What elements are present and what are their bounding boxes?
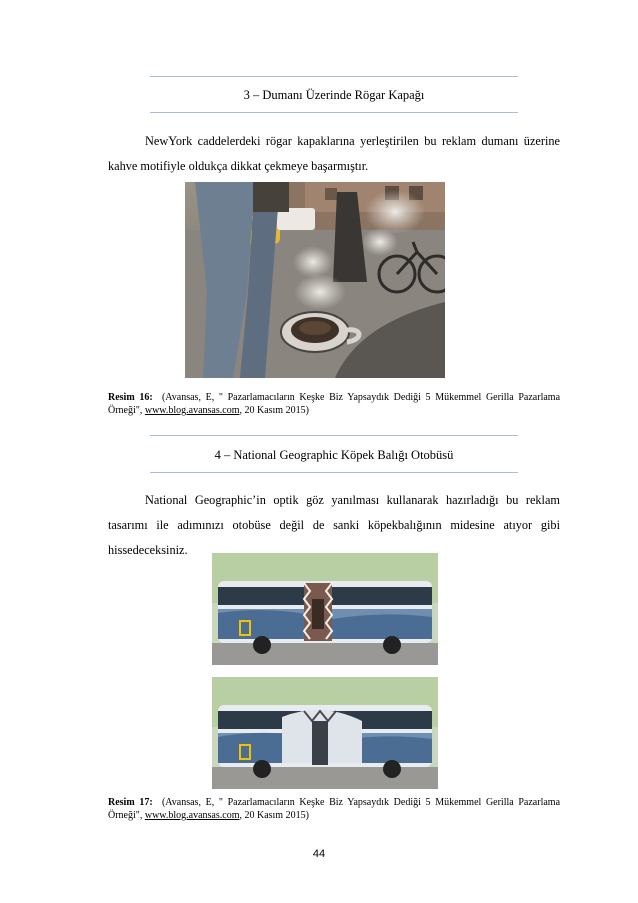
caption-label: Resim 16: — [108, 392, 153, 403]
heading-rule-bottom — [150, 472, 518, 473]
shark-bus-photo-top — [212, 553, 438, 665]
shark-bus-illustration-top — [212, 553, 438, 665]
manhole-steam-photo — [185, 182, 445, 378]
caption-label: Resim 17: — [108, 797, 153, 808]
caption-link[interactable]: www.blog.avansas.com — [144, 405, 240, 416]
heading-rule-top — [150, 435, 518, 436]
paragraph-text: National Geographic’in optik göz yanılması kullanarak hazırladığı bu reklam tasarımı ile adımınızı otobüse değil de sanki köpekbalığının midesine atıyor gibi hissedeceksiniz. — [108, 493, 560, 557]
paragraph-section-3 — [108, 129, 560, 179]
section-heading-4: 4 – National Geographic Köpek Balığı Otobüsü — [214, 448, 454, 462]
shark-bus-photo-bottom — [212, 677, 438, 789]
caption-end: , 20 Kasım 2015) — [239, 810, 309, 821]
paragraph-text: NewYork caddelerdeki rögar kapaklarına yerleştirilen bu reklam dumanı üzerine kahve motifiyle oldukça dikkat çekmeye başarmıştır. — [108, 134, 560, 173]
page-number: 44 — [312, 848, 326, 860]
caption-text: (Avansas, E, " Pazarlamacıların Keşke Biz Yapsaydık Dediği 5 Mükemmel Gerilla Pazarlama Örneği", — [108, 797, 561, 821]
manhole-steam-illustration — [185, 182, 445, 378]
section-heading-3: 3 – Dumanı Üzerinde Rögar Kapağı — [243, 88, 425, 102]
figure-caption-17 — [108, 796, 560, 822]
heading-rule-bottom — [150, 112, 518, 113]
figure-caption-16 — [108, 391, 560, 417]
caption-end: , 20 Kasım 2015) — [239, 405, 309, 416]
shark-bus-illustration-bottom — [212, 677, 438, 789]
caption-text: (Avansas, E, " Pazarlamacıların Keşke Biz Yapsaydık Dediği 5 Mükemmel Gerilla Pazarlama Örneği", — [108, 392, 561, 416]
heading-rule-top — [150, 76, 518, 77]
caption-link[interactable]: www.blog.avansas.com — [144, 810, 240, 821]
paragraph-section-4 — [108, 488, 560, 563]
